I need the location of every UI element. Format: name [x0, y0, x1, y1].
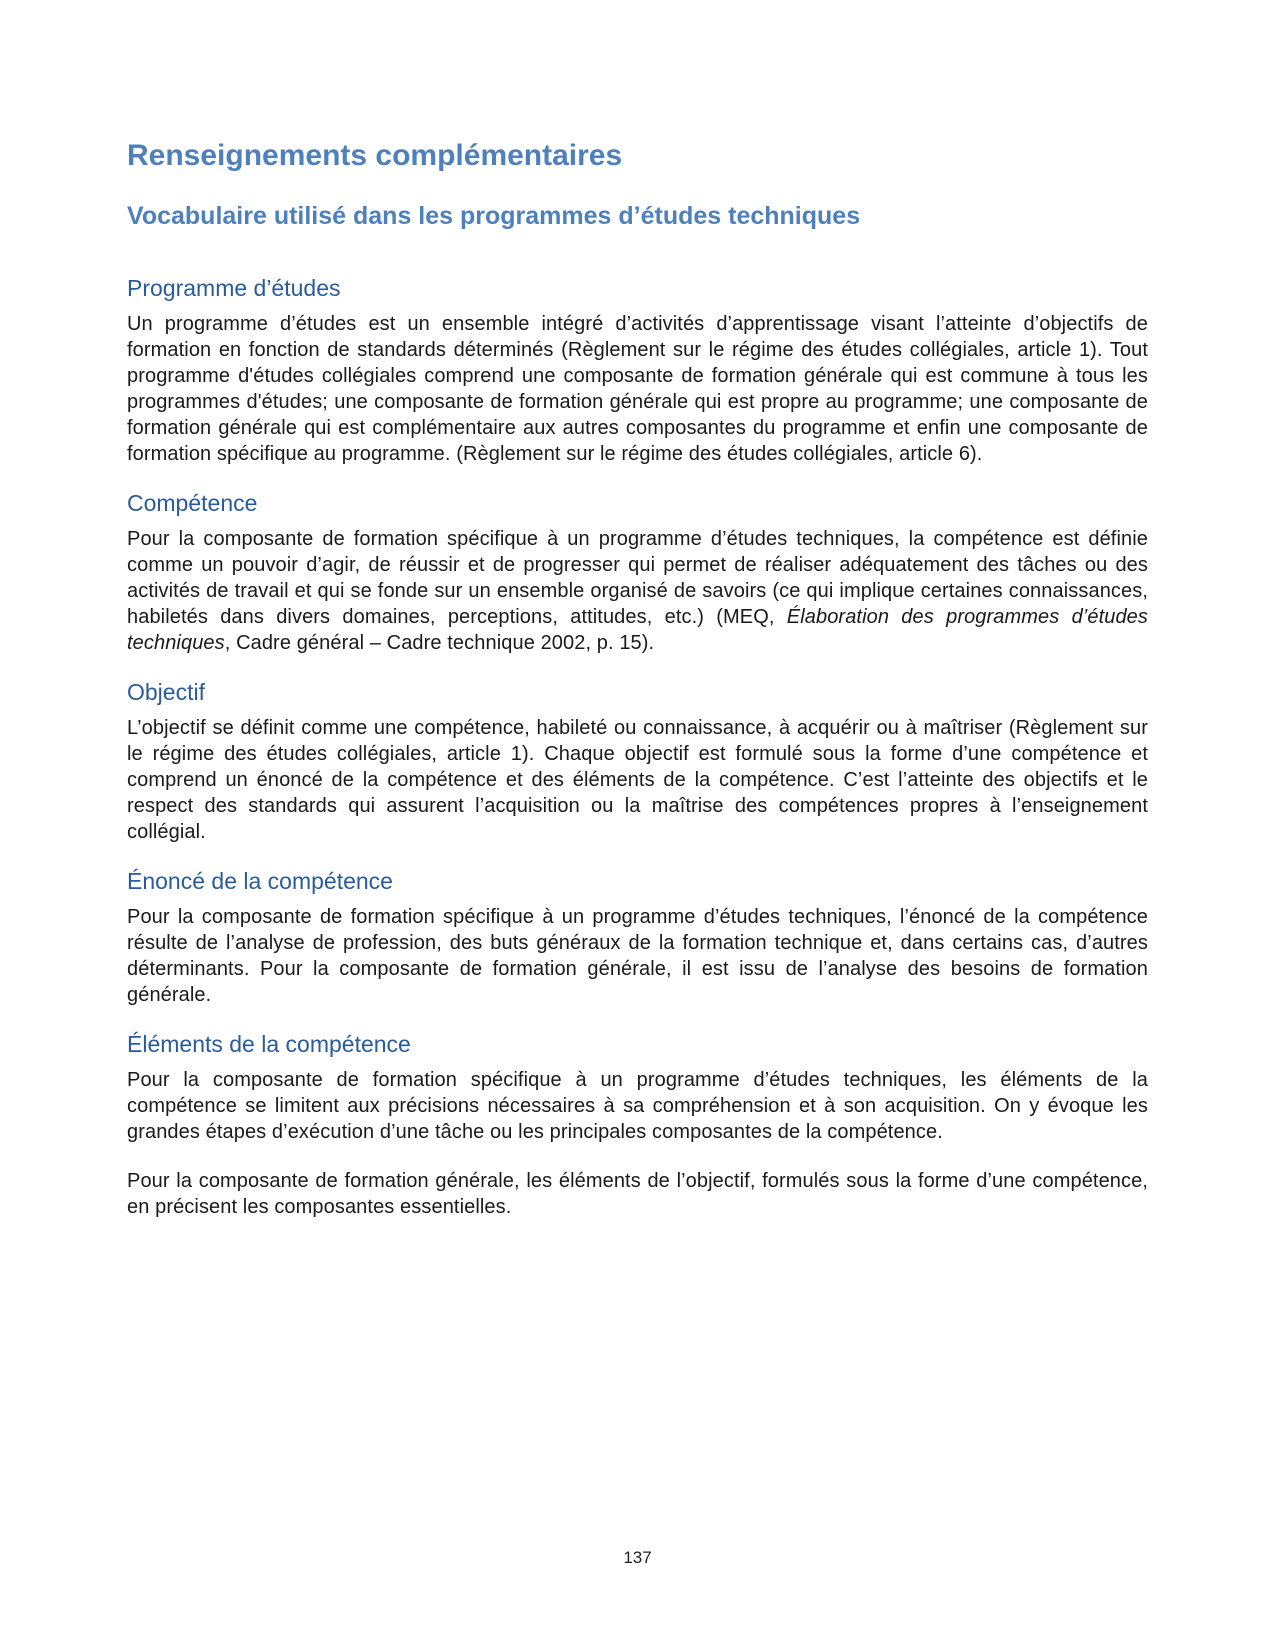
section-heading: Programme d’études [127, 275, 341, 301]
page-number: 137 [623, 1548, 652, 1567]
document-section [127, 1031, 1148, 1220]
text-run: Pour la composante de formation générale, les éléments de l’objectif, formulés sous la forme d’une compétence, en précisent les composantes essentielles. [127, 1170, 1148, 1218]
section-heading: Compétence [127, 490, 258, 516]
page-title: Renseignements complémentaires [127, 139, 623, 172]
section-heading: Énoncé de la compétence [127, 868, 393, 894]
body-paragraph [127, 526, 1148, 656]
text-run: Pour la composante de formation spécifique à un programme d’études techniques, l’énoncé de la compétence résulte de l’analyse de profession, des buts généraux de la formation technique et, dans certains cas, d’autres déterminants. Pour la composante de formation générale, il est issu de l’analyse des besoins de formation générale. [127, 906, 1148, 1006]
document-section [127, 679, 1148, 845]
body-paragraph [127, 1168, 1148, 1220]
document-section [127, 868, 1148, 1008]
text-run: L’objectif se définit comme une compétence, habileté ou connaissance, à acquérir ou à maîtriser (Règlement sur le régime des études collégiales, article 1). Chaque objectif est formulé sous la forme d’une compétence et comprend un énoncé de la compétence et des éléments de la compétence. C’est l’atteinte des objectifs et le respect des standards qui assurent l’acquisition ou la maîtrise des compétences propres à l’enseignement collégial. [127, 717, 1148, 843]
body-paragraph [127, 904, 1148, 1008]
text-run: Pour la composante de formation spécifique à un programme d’études techniques, la compétence est définie comme un pouvoir d’agir, de réussir et de progresser qui permet de réaliser adéquatement des tâches ou des activités de travail et qui se fonde sur un ensemble organisé de savoirs (ce qui implique certaines connaissances, habiletés dans divers domaines, perceptions, attitudes, etc.) (MEQ, [127, 528, 1148, 628]
document-section [127, 275, 1148, 467]
body-paragraph [127, 1067, 1148, 1145]
body-paragraph [127, 311, 1148, 467]
section-heading: Éléments de la compétence [127, 1031, 411, 1057]
page-subtitle: Vocabulaire utilisé dans les programmes d’études techniques [127, 202, 861, 230]
section-heading: Objectif [127, 679, 205, 705]
italic-text-run: Élaboration des programmes d’études techniques [127, 606, 1149, 654]
body-paragraph [127, 715, 1148, 845]
page-footer [0, 1548, 1275, 1568]
text-run: Pour la composante de formation spécifique à un programme d’études techniques, les éléments de la compétence se limitent aux précisions nécessaires à sa compréhension et à son acquisition. On y évoque les grandes étapes d’exécution d’une tâche ou les principales composantes de la compétence. [127, 1069, 1148, 1143]
text-run: Un programme d’études est un ensemble intégré d’activités d’apprentissage visant l’atteinte d’objectifs de formation en fonction de standards déterminés (Règlement sur le régime des études collégiales, article 1). Tout programme d'études collégiales comprend une composante de formation générale qui est commune à tous les programmes d'études; une composante de formation générale qui est propre au programme; une composante de formation générale qui est complémentaire aux autres composantes du programme et enfin une composante de formation spécifique au programme. (Règlement sur le régime des études collégiales, article 6). [127, 313, 1148, 465]
text-run: , Cadre général – Cadre technique 2002, p. 15). [224, 632, 655, 654]
document-section [127, 490, 1148, 656]
sections-container [127, 275, 1148, 1220]
